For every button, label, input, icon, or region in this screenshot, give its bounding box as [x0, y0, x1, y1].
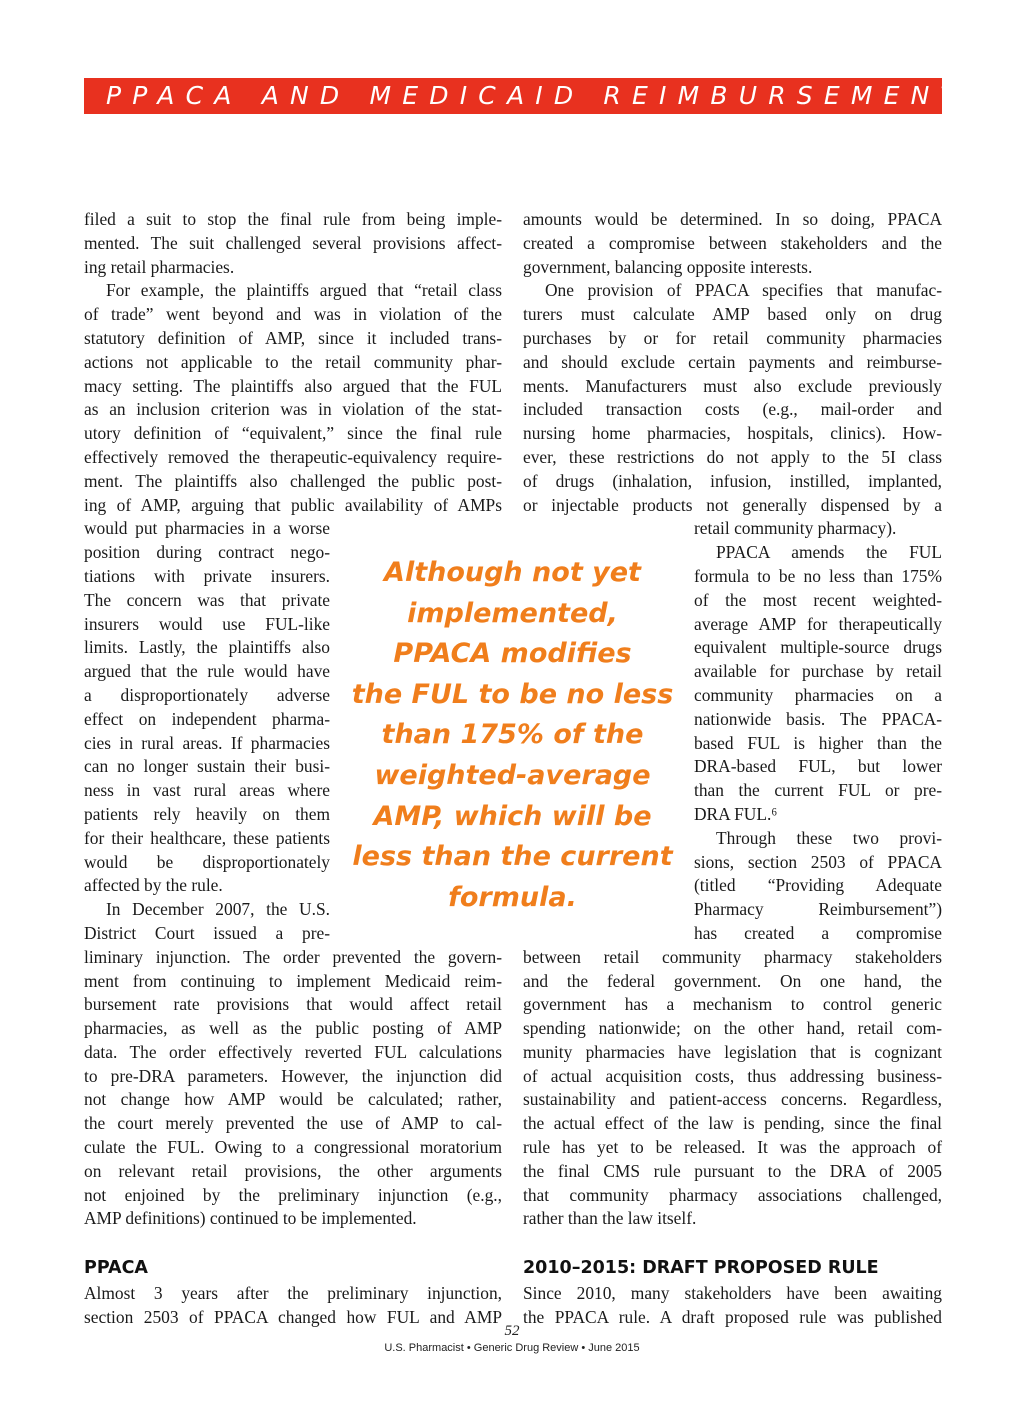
text-line: the final CMS rule pursuant to the DRA of 2005 [523, 1160, 942, 1181]
section-banner [84, 78, 967, 114]
text-line: the PPACA rule. A draft proposed rule was published [523, 1306, 942, 1327]
pull-quote-line: Although not yet [384, 557, 641, 588]
text-line: community pharmacies on a [694, 684, 942, 705]
text-line: on relevant retail provisions, the other arguments [84, 1160, 502, 1181]
text-line: affected by the rule. [84, 875, 223, 896]
text-line: as an inclusion criterion was in violation of the stat- [84, 399, 502, 420]
text-line: ing retail pharmacies. [84, 256, 235, 277]
pull-quote-line: formula. [448, 881, 577, 913]
text-line: bursement rate provisions that would affect retail [84, 994, 502, 1015]
text-line: The concern was that private [84, 589, 330, 610]
text-line: purchases by or for retail community pharmacies [523, 327, 942, 348]
pull-quote-line: AMP, which will be [373, 800, 652, 832]
text-line: for their healthcare, these patients [84, 827, 330, 848]
text-line: patients rely heavily on them [84, 803, 330, 824]
text-line: would be disproportionately [84, 851, 330, 872]
text-line: sions, section 2503 of PPACA [694, 851, 942, 872]
text-line: ness in vast rural areas where [84, 780, 330, 801]
text-line: statutory definition of AMP, since it included trans- [84, 327, 502, 348]
pull-quote-line: PPACA modifies [393, 638, 632, 670]
text-line: sustainability and patient-access concerns. Regardless, [523, 1089, 942, 1110]
text-line: of drugs (inhalation, infusion, instilled, implanted, [523, 470, 942, 491]
text-line: munity pharmacies have legislation that is cognizant [523, 1041, 942, 1062]
pull-quote-line: the FUL to be no less [351, 678, 674, 710]
text-line: can no longer sustain their busi- [84, 756, 330, 777]
text-line: government has a mechanism to control generic [523, 994, 942, 1015]
text-line: based FUL is higher than the [694, 732, 942, 753]
text-line: rule has yet to be released. It was the approach of [523, 1137, 942, 1158]
text-line: retail community pharmacy). [694, 518, 897, 539]
text-line: Almost 3 years after the preliminary injunction, [84, 1283, 502, 1303]
text-line: government, balancing opposite interests. [523, 256, 813, 277]
text-line: of the most recent weighted- [694, 589, 942, 610]
text-line: macy setting. The plaintiffs also argued that the FUL [84, 375, 502, 396]
text-line: section 2503 of PPACA changed how FUL and AMP [84, 1306, 502, 1327]
text-line: ment from continuing to implement Medicaid reim- [84, 970, 502, 991]
section-heading-ppaca: PPACA [84, 1258, 148, 1278]
text-line: that community pharmacy associations challenged, [523, 1184, 942, 1205]
page-number: 52 [504, 1323, 520, 1339]
text-line: and the federal government. On one hand, the [523, 970, 942, 991]
pull-quote-line: implemented, [407, 597, 618, 629]
text-line: has created a compromise [694, 922, 942, 943]
text-line: ment. The plaintiffs also challenged the public post- [84, 470, 502, 491]
text-line: created a compromise between stakeholders and the [523, 232, 942, 253]
text-line: utory definition of “equivalent,” since the final rule [84, 423, 502, 444]
text-line: mented. The suit challenged several provisions affect- [84, 232, 502, 253]
section-heading-draft-rule: 2010–2015: DRAFT PROPOSED RULE [523, 1258, 879, 1278]
text-line: effect on independent pharma- [84, 708, 330, 729]
text-line: equivalent multiple-source drugs [694, 637, 942, 658]
text-line: One provision of PPACA specifies that manufac- [545, 280, 942, 301]
text-line: to pre-DRA parameters. However, the injunction did [84, 1065, 502, 1086]
text-line: ing of AMP, arguing that public availability of AMPs [84, 494, 502, 515]
text-line: pharmacies, as well as the public posting of AMP [84, 1018, 502, 1039]
text-line: AMP definitions) continued to be implemented. [84, 1208, 417, 1229]
text-line: not enjoined by the preliminary injunction (e.g., [84, 1184, 502, 1205]
text-line: liminary injunction. The order prevented the govern- [84, 946, 502, 967]
text-line: between retail community pharmacy stakeholders [523, 946, 942, 967]
text-line: included transaction costs (e.g., mail-order and [523, 399, 942, 420]
text-line: ever, these restrictions do not apply to the 5I class [523, 446, 942, 467]
text-line: In December 2007, the U.S. [106, 899, 330, 920]
text-line: District Court issued a pre- [84, 922, 330, 943]
text-line: a disproportionately adverse [84, 684, 330, 705]
pull-quote-line: less than the current [352, 841, 673, 873]
text-line: rather than the law itself. [523, 1208, 697, 1229]
text-line: formula to be no less than 175% [694, 565, 942, 586]
text-line: ments. Manufacturers must also exclude previously [523, 375, 942, 396]
text-line: would put pharmacies in a worse [84, 518, 330, 539]
text-line: effectively removed the therapeutic-equivalency require- [84, 446, 502, 467]
text-line: data. The order effectively reverted FUL calculations [84, 1041, 502, 1062]
text-line: Since 2010, many stakeholders have been awaiting [523, 1283, 942, 1303]
text-line: not change how AMP would be calculated; rather, [84, 1089, 502, 1110]
text-line: spending nationwide; on the other hand, retail com- [523, 1018, 942, 1039]
text-line: filed a suit to stop the final rule from being imple- [84, 209, 502, 229]
text-line: tiations with private insurers. [84, 565, 330, 586]
text-line: and should exclude certain payments and reimburse- [523, 351, 942, 372]
text-line: argued that the rule would have [84, 661, 330, 682]
text-line: Through these two provi- [716, 827, 942, 848]
text-line: PPACA amends the FUL [716, 542, 942, 563]
text-line: the court merely prevented the use of AMP to cal- [84, 1113, 502, 1134]
pull-quote-line: weighted-average [374, 759, 651, 791]
text-line: (titled “Providing Adequate [694, 875, 942, 896]
text-line: Pharmacy Reimbursement”) [694, 899, 942, 920]
text-line: insurers would use FUL-like [84, 613, 330, 634]
text-line: turers must calculate AMP based only on drug [523, 304, 942, 325]
text-line: or injectable products not generally dispensed by a [523, 494, 942, 515]
text-line: culate the FUL. Owing to a congressional moratorium [84, 1137, 502, 1158]
journal-footer: U.S. Pharmacist • Generic Drug Review • June 2015 [384, 1342, 640, 1354]
text-line: limits. Lastly, the plaintiffs also [84, 637, 330, 658]
text-line: average AMP for therapeutically [694, 613, 942, 634]
text-line: amounts would be determined. In so doing, PPACA [523, 209, 942, 229]
text-line: position during contract nego- [84, 542, 330, 563]
text-line: nursing home pharmacies, hospitals, clinics). How- [523, 423, 942, 444]
text-line: For example, the plaintiffs argued that “retail class [106, 280, 502, 301]
text-line: DRA-based FUL, but lower [694, 756, 942, 777]
text-line: of actual acquisition costs, thus addressing business- [523, 1065, 942, 1086]
text-line: the actual effect of the law is pending, since the final [523, 1113, 942, 1134]
text-line: DRA FUL.⁶ [694, 803, 778, 824]
pull-quote-line: than 175% of the [381, 719, 644, 751]
pull-quote [350, 553, 675, 918]
banner-title: PPACA AND MEDICAID REIMBURSEMENT [106, 81, 967, 110]
text-line: cies in rural areas. If pharmacies [84, 732, 330, 753]
text-line: nationwide basis. The PPACA- [694, 708, 942, 729]
text-line: than the current FUL or pre- [694, 780, 942, 801]
text-line: actions not applicable to the retail community phar- [84, 351, 502, 372]
text-line: available for purchase by retail [694, 661, 942, 682]
text-line: of trade” went beyond and was in violation of the [84, 304, 502, 325]
